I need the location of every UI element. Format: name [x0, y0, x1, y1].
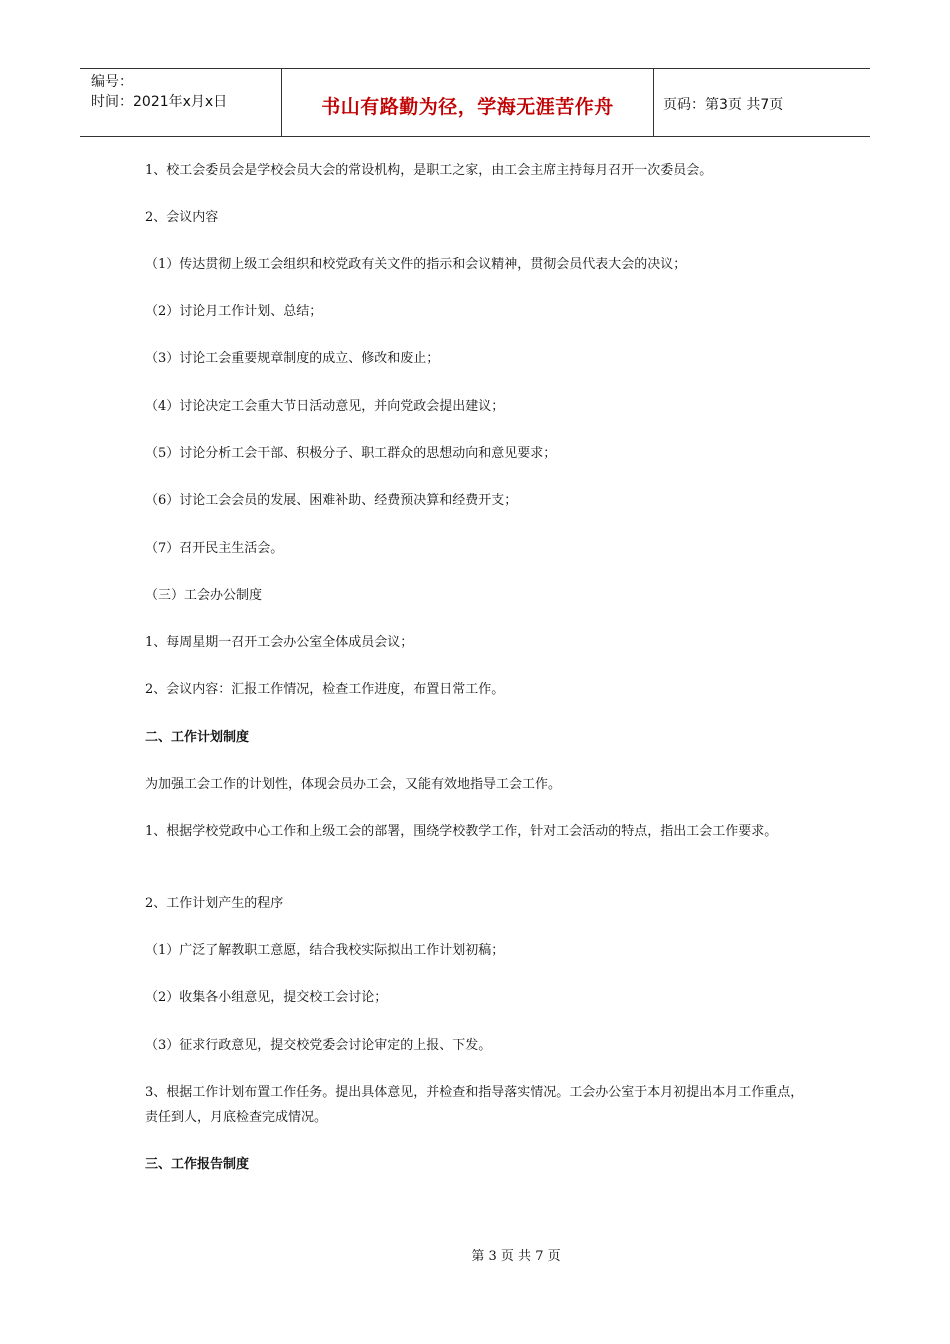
paragraph: （4）讨论决定工会重大节日活动意见，并向党政会提出建议； [145, 399, 505, 414]
paragraph: （1）传达贯彻上级工会组织和校党政有关文件的指示和会议精神，贯彻会员代表大会的决议； [145, 257, 687, 272]
header-page-number: 页码：第3页 共7页 [663, 96, 784, 113]
paragraph: （2）讨论月工作计划、总结； [145, 304, 323, 319]
header-motto: 书山有路勤为径，学海无涯苦作舟 [321, 96, 614, 118]
paragraph: （3）讨论工会重要规章制度的成立、修改和废止； [145, 351, 440, 366]
document-header [80, 68, 870, 137]
paragraph: 2、会议内容：汇报工作情况，检查工作进度，布置日常工作。 [145, 682, 505, 697]
paragraph: 3、根据工作计划布置工作任务。提出具体意见，并检查和指导落实情况。工会办公室于本月初提出本月工作重点，责任到人，月底检查完成情况。 [145, 1085, 804, 1125]
document-date: 时间：2021年x月x日 [91, 94, 228, 110]
footer-page-number: 第 3 页 共 7 页 [471, 1249, 561, 1264]
header-motto-cell [281, 69, 654, 136]
paragraph: 2、工作计划产生的程序 [145, 896, 284, 911]
paragraph: 1、每周星期一召开工会办公室全体成员会议； [145, 635, 414, 650]
page-footer [0, 1245, 950, 1264]
paragraph: 2、会议内容 [145, 210, 219, 225]
section-heading: 三、工作报告制度 [145, 1157, 250, 1172]
paragraph: （1）广泛了解教职工意愿，结合我校实际拟出工作计划初稿； [145, 943, 505, 958]
header-meta [80, 69, 281, 136]
section-heading: （三）工会办公制度 [145, 588, 263, 603]
paragraph: 为加强工会工作的计划性，体现会员办工会，又能有效地指导工会工作。 [145, 777, 562, 792]
paragraph: （6）讨论工会会员的发展、困难补助、经费预决算和经费开支； [145, 493, 518, 508]
paragraph: （3）征求行政意见，提交校党委会讨论审定的上报、下发。 [145, 1038, 492, 1053]
header-page-cell [654, 69, 870, 136]
section-heading: 二、工作计划制度 [145, 730, 250, 745]
paragraph: 1、根据学校党政中心工作和上级工会的部署，围绕学校教学工作，针对工会活动的特点，指出工会工作要求。 [145, 824, 778, 839]
paragraph: （7）召开民主生活会。 [145, 541, 284, 556]
paragraph: （5）讨论分析工会干部、积极分子、职工群众的思想动向和意见要求； [145, 446, 557, 461]
paragraph: （2）收集各小组意见，提交校工会讨论； [145, 990, 388, 1005]
document-number-label: 编号： [91, 74, 133, 90]
paragraph: 1、校工会委员会是学校会员大会的常设机构，是职工之家，由工会主席主持每月召开一次委员会。 [145, 163, 713, 178]
